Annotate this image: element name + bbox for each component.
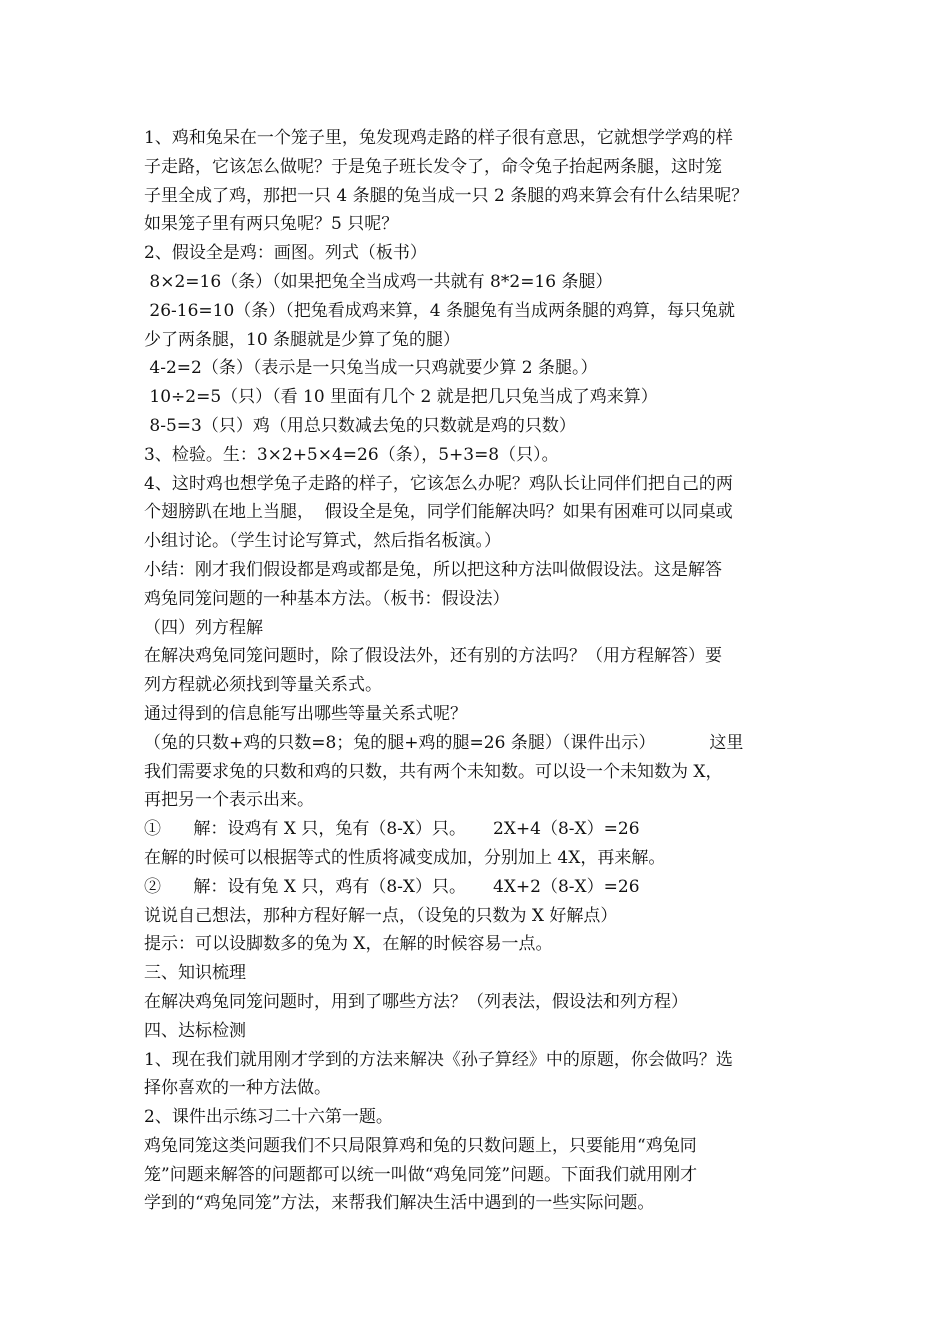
section-heading: 4、这时鸡也想学兔子走路的样子，它该怎么办呢？鸡队长让同伴们把自己的两	[144, 473, 733, 494]
text-line: 2、课件出示练习二十六第一题。	[144, 1107, 393, 1128]
equation-line: 8×2=16（条）（如果把兔全当成鸡一共就有 8*2=16 条腿）	[144, 271, 613, 292]
equation-line: ① 解：设鸡有 X 只，兔有（8-X）只。 2X+4（8-X）=26	[144, 819, 640, 840]
summary-line: 鸡兔同笼问题的一种基本方法。（板书：假设法）	[144, 588, 510, 609]
equation-line: ② 解：设有兔 X 只，鸡有（8-X）只。 4X+2（8-X）=26	[144, 876, 640, 897]
text-line: 列方程就必须找到等量关系式。	[144, 675, 382, 696]
section-heading: 三、知识梳理	[144, 963, 246, 984]
text-line: 个翅膀趴在地上当腿， 假设全是兔，同学们能解决吗？如果有困难可以同桌或	[144, 502, 733, 523]
equation-line: 10÷2=5（只）（看 10 里面有几个 2 就是把几只兔当成了鸡来算）	[144, 387, 658, 408]
text-line: 我们需要求兔的只数和鸡的只数，共有两个未知数。可以设一个未知数为 X，	[144, 761, 723, 782]
text-line: 小组讨论。（学生讨论写算式，然后指名板演。）	[144, 531, 501, 552]
text-line: 少了两条腿，10 条腿就是少算了兔的腿）	[144, 329, 461, 350]
text-line: 鸡兔同笼这类问题我们不只局限算鸡和兔的只数问题上，只要能用“鸡兔同	[144, 1135, 697, 1156]
text-line: 子走路，它该怎么做呢？于是兔子班长发令了，命令兔子抬起两条腿，这时笼	[144, 156, 722, 177]
section-heading: 四、达标检测	[144, 1020, 246, 1041]
section-heading: 3、检验。生：3×2+5×4=26（条），5+3=8（只）。	[144, 444, 559, 465]
text-line: 笼”问题来解答的问题都可以统一叫做“鸡兔同笼”问题。下面我们就用刚才	[144, 1164, 698, 1185]
text-line: 说说自己想法，那种方程好解一点，（设兔的只数为 X 好解点）	[144, 905, 618, 926]
text-line: 1、现在我们就用刚才学到的方法来解决《孙子算经》中的原题，你会做吗？选	[144, 1049, 733, 1070]
text-line: 在解决鸡兔同笼问题时，除了假设法外，还有别的方法吗？（用方程解答）要	[144, 646, 722, 667]
section-heading: 2、假设全是鸡：画图。列式（板书）	[144, 243, 427, 264]
hint-line: 提示：可以设脚数多的兔为 X，在解的时候容易一点。	[144, 934, 553, 955]
text-line: 如果笼子里有两只兔呢？5 只呢？	[144, 214, 399, 235]
text-line: 在解决鸡兔同笼问题时，用到了哪些方法？（列表法，假设法和列方程）	[144, 991, 688, 1012]
text-line: 再把另一个表示出来。	[144, 790, 314, 811]
text-line: 在解的时候可以根据等式的性质将减变成加，分别加上 4X，再来解。	[144, 847, 666, 868]
text-line: 1、鸡和兔呆在一个笼子里，兔发现鸡走路的样子很有意思，它就想学学鸡的样	[144, 128, 733, 148]
equation-line: 4-2=2（条）（表示是一只兔当成一只鸡就要少算 2 条腿。）	[144, 358, 598, 379]
text-line: 通过得到的信息能写出哪些等量关系式呢？	[144, 703, 467, 724]
text-line: 子里全成了鸡，那把一只 4 条腿的兔当成一只 2 条腿的鸡来算会有什么结果呢？	[144, 185, 749, 206]
text-line: 择你喜欢的一种方法做。	[144, 1078, 331, 1099]
section-heading: （四）列方程解	[144, 617, 263, 638]
text-line: 学到的“鸡兔同笼”方法，来帮我们解决生活中遇到的一些实际问题。	[144, 1193, 655, 1214]
text-line: （兔的只数+鸡的只数=8；兔的腿+鸡的腿=26 条腿）（课件出示） 这里	[144, 732, 744, 753]
summary-line: 小结：刚才我们假设都是鸡或都是兔，所以把这种方法叫做假设法。这是解答	[144, 559, 722, 580]
document-body	[144, 124, 844, 1218]
equation-line: 26-16=10（条）（把兔看成鸡来算，4 条腿兔有当成两条腿的鸡算，每只兔就	[144, 300, 736, 321]
equation-line: 8-5=3（只）鸡（用总只数减去兔的只数就是鸡的只数）	[144, 415, 576, 436]
